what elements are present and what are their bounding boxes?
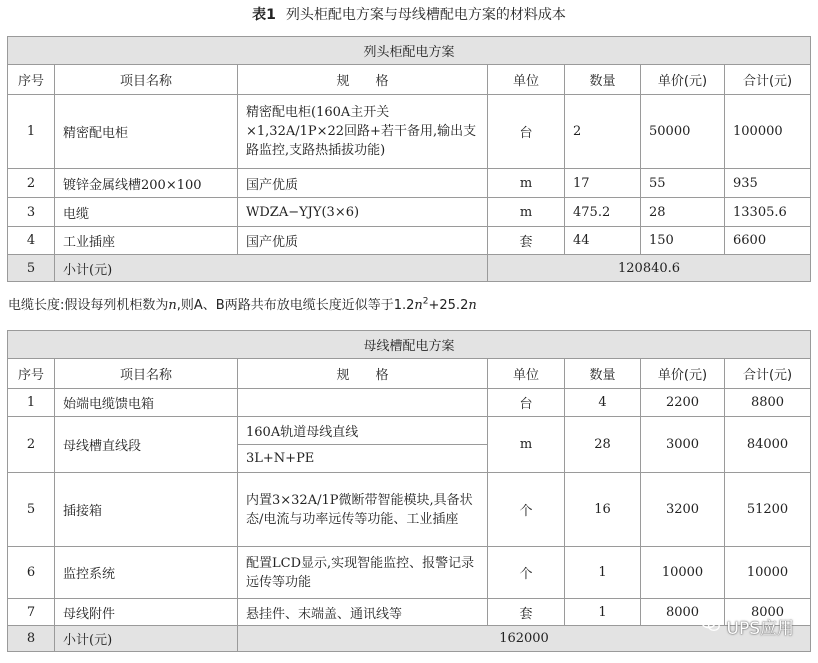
cell-unit: 台 [488, 389, 565, 417]
cell-no: 6 [8, 547, 55, 599]
cell-no: 8 [8, 626, 55, 652]
header-unit: 单位 [488, 65, 565, 95]
cell-unit: m [488, 169, 565, 198]
cell-total: 51200 [725, 473, 811, 547]
cell-no: 1 [8, 95, 55, 169]
cell-spec: 160A轨道母线直线 [238, 417, 488, 445]
cell-unit: m [488, 198, 565, 227]
cable-length-note: 电缆长度:假设每列机柜数为n,则A、B两路共布放电缆长度近似等于$1.2n^2+25.2n$ [8, 296, 477, 313]
cell-qty: 17 [565, 169, 641, 198]
header-name: 项目名称 [55, 65, 238, 95]
cell-spec: 3L+N+PE [238, 445, 488, 473]
subtotal-value: 162000 [238, 626, 811, 652]
cell-total: 84000 [725, 417, 811, 473]
cell-no: 2 [8, 169, 55, 198]
cell-price: 10000 [641, 547, 725, 599]
cell-name: 母线槽直线段 [55, 417, 238, 473]
subtotal-label: 小计(元) [55, 255, 488, 282]
header-spec: 规 格 [238, 359, 488, 389]
cell-name: 母线附件 [55, 599, 238, 626]
cell-name: 工业插座 [55, 227, 238, 255]
cell-price: 3000 [641, 417, 725, 473]
cell-unit: m [488, 417, 565, 473]
header-total: 合计(元) [725, 359, 811, 389]
caption-label: 表1 [252, 7, 276, 23]
cell-no: 2 [8, 417, 55, 473]
cell-spec [238, 389, 488, 417]
cell-no: 7 [8, 599, 55, 626]
cell-price: 2200 [641, 389, 725, 417]
cell-price: 8000 [641, 599, 725, 626]
cell-total: 13305.6 [725, 198, 811, 227]
cell-name: 始端电缆馈电箱 [55, 389, 238, 417]
header-total: 合计(元) [725, 65, 811, 95]
cell-total: 8800 [725, 389, 811, 417]
cell-qty: 44 [565, 227, 641, 255]
cell-spec: 悬挂件、末端盖、通讯线等 [238, 599, 488, 626]
table-row [8, 389, 811, 417]
cell-total: 935 [725, 169, 811, 198]
table-row [8, 547, 811, 599]
section-title: 列头柜配电方案 [8, 37, 811, 65]
cell-name: 监控系统 [55, 547, 238, 599]
cell-spec: WDZA−YJY(3×6) [238, 198, 488, 227]
cell-price: 50000 [641, 95, 725, 169]
cell-spec: 内置3×32A/1P微断带智能模块,具备状态/电流与功率远传等功能、工业插座 [238, 473, 488, 547]
table-row [8, 227, 811, 255]
header-qty: 数量 [565, 65, 641, 95]
header-qty: 数量 [565, 359, 641, 389]
cell-no: 5 [8, 473, 55, 547]
caption-title: 列头柜配电方案与母线槽配电方案的材料成本 [285, 7, 566, 23]
watermark [701, 614, 795, 639]
subtotal-value: 120840.6 [488, 255, 811, 282]
cell-name: 电缆 [55, 198, 238, 227]
cell-qty: 16 [565, 473, 641, 547]
cell-total: 6600 [725, 227, 811, 255]
subtotal-label: 小计(元) [55, 626, 238, 652]
cell-price: 55 [641, 169, 725, 198]
cell-spec: 配置LCD显示,实现智能监控、报警记录远传等功能 [238, 547, 488, 599]
cell-unit: 台 [488, 95, 565, 169]
cell-price: 3200 [641, 473, 725, 547]
cell-total: 100000 [725, 95, 811, 169]
header-name: 项目名称 [55, 359, 238, 389]
cell-name: 镀锌金属线槽200×100 [55, 169, 238, 198]
subtotal-row [8, 255, 811, 282]
section-title: 母线槽配电方案 [8, 331, 811, 359]
table-row [8, 417, 811, 445]
cell-no: 1 [8, 389, 55, 417]
cell-unit: 套 [488, 227, 565, 255]
header-unit: 单位 [488, 359, 565, 389]
cell-unit: 个 [488, 547, 565, 599]
busway-table [7, 330, 811, 652]
cell-qty: 1 [565, 599, 641, 626]
header-no: 序号 [8, 359, 55, 389]
cell-spec: 国产优质 [238, 169, 488, 198]
cell-no: 5 [8, 255, 55, 282]
cell-unit: 个 [488, 473, 565, 547]
cell-spec: 国产优质 [238, 227, 488, 255]
table-row [8, 473, 811, 547]
cell-no: 3 [8, 198, 55, 227]
cell-qty: 2 [565, 95, 641, 169]
cell-spec: 精密配电柜(160A主开关×1,32A/1P×22回路+若干备用,输出支路监控,支路热插拔功能) [238, 95, 488, 169]
table-row [8, 95, 811, 169]
table-row [8, 169, 811, 198]
cell-total: 10000 [725, 547, 811, 599]
wechat-icon [701, 615, 721, 638]
cell-name: 插接箱 [55, 473, 238, 547]
header-price: 单价(元) [641, 65, 725, 95]
cell-no: 4 [8, 227, 55, 255]
watermark-text: UPS应用 [726, 619, 794, 639]
cell-price: 28 [641, 198, 725, 227]
cell-qty: 28 [565, 417, 641, 473]
header-no: 序号 [8, 65, 55, 95]
cell-qty: 475.2 [565, 198, 641, 227]
column-head-cabinet-table [7, 36, 811, 282]
cell-price: 150 [641, 227, 725, 255]
cell-name: 精密配电柜 [55, 95, 238, 169]
cell-total: 8000 [725, 599, 811, 626]
cell-unit: 套 [488, 599, 565, 626]
header-spec: 规 格 [238, 65, 488, 95]
table-caption [0, 4, 818, 24]
header-row [8, 65, 811, 95]
table-row [8, 198, 811, 227]
table-row [8, 599, 811, 626]
cell-qty: 4 [565, 389, 641, 417]
header-price: 单价(元) [641, 359, 725, 389]
header-row [8, 359, 811, 389]
cell-qty: 1 [565, 547, 641, 599]
subtotal-row [8, 626, 811, 652]
